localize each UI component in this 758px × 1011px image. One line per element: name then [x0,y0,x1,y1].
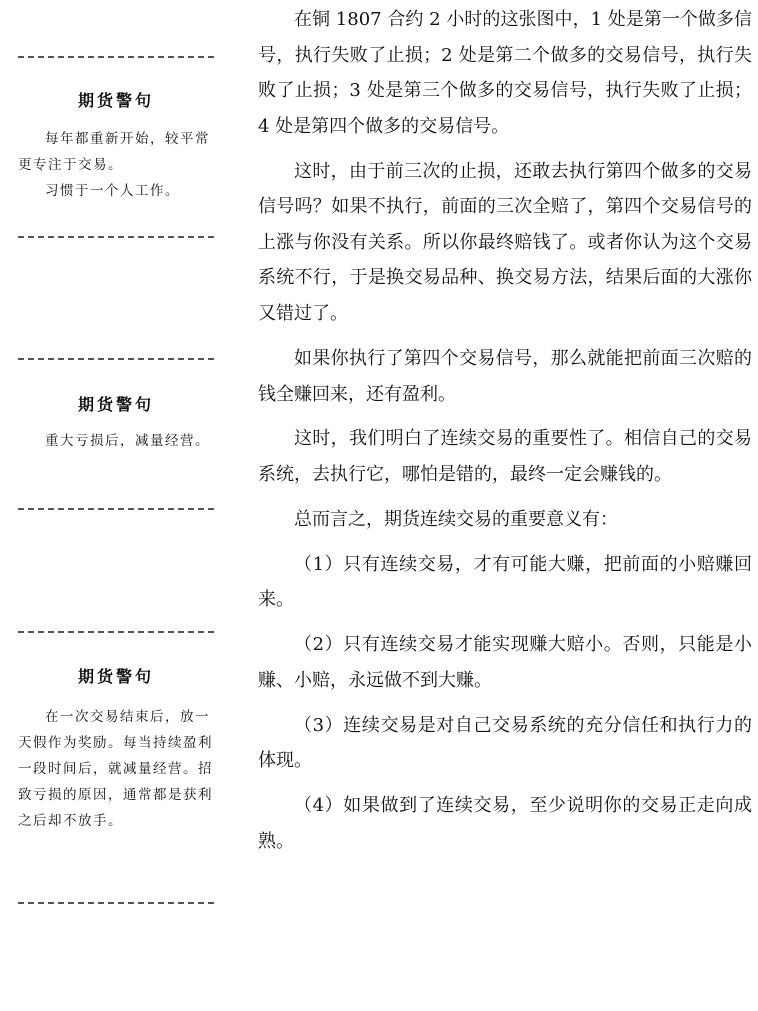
body-paragraph: 在铜 1807 合约 2 小时的这张图中，1 处是第一个做多信号，执行失败了止损；2 处是第二个做多的交易信号，执行失败了止损；3 处是第三个做多的交易信号，执行失败了止损；4 处是第四个做多的交易信号。 [258,9,752,137]
body-paragraph: 这时，我们明白了连续交易的重要性了。相信自己的交易系统，去执行它，哪怕是错的，最终一定会赚钱的。 [258,428,752,486]
body-list-item: （1）只有连续交易，才有可能大赚，把前面的小赔赚回来。 [258,553,752,611]
body-list-item: （2）只有连续交易才能实现赚大赔小。否则，只能是小赚、小赔，永远做不到大赚。 [258,634,752,691]
sidebar-divider [18,508,214,510]
body-paragraph: 这时，由于前三次的止损，还敢去执行第四个做多的交易信号吗？如果不执行，前面的三次全赔了，第四个交易信号的上涨与你没有关系。所以你最终赔钱了。或者你认为这个交易系统不行，于是换交易品种、换交易方法，结果后面的大涨你又错过了。 [258,160,752,325]
sidebar-quote-text [18,126,214,204]
sidebar-divider [18,902,214,904]
sidebar-quote-line: 重大亏损后，减量经营。 [45,433,210,449]
main-body-text [258,2,752,869]
sidebar-divider [18,631,214,633]
sidebar-quote-title: 期货警句 [77,91,154,110]
sidebar-divider [18,236,214,238]
sidebar-quote-line: 每年都重新开始，较平常更专注于交易。 [18,131,210,173]
sidebar-quote-title: 期货警句 [77,667,154,686]
sidebar-quote-text [18,704,214,834]
sidebar-quote-text [18,428,214,454]
body-list-item: （4）如果做到了连续交易，至少说明你的交易正走向成熟。 [258,795,752,852]
body-list-item: （3）连续交易是对自己交易系统的充分信任和执行力的体现。 [258,714,752,772]
sidebar-divider [18,56,214,58]
body-paragraph: 如果你执行了第四个交易信号，那么就能把前面三次赔的钱全赚回来，还有盈利。 [258,347,752,405]
sidebar-quote-line: 在一次交易结束后，放一天假作为奖励。每当持续盈利一段时间后，就减量经营。招致亏损的原因，通常都是获利之后却不放手。 [18,709,213,829]
body-paragraph: 总而言之，期货连续交易的重要意义有： [294,508,618,530]
sidebar-quote-line: 习惯于一个人工作。 [45,183,180,199]
sidebar-quote-title: 期货警句 [77,395,154,414]
sidebar-divider [18,358,214,360]
